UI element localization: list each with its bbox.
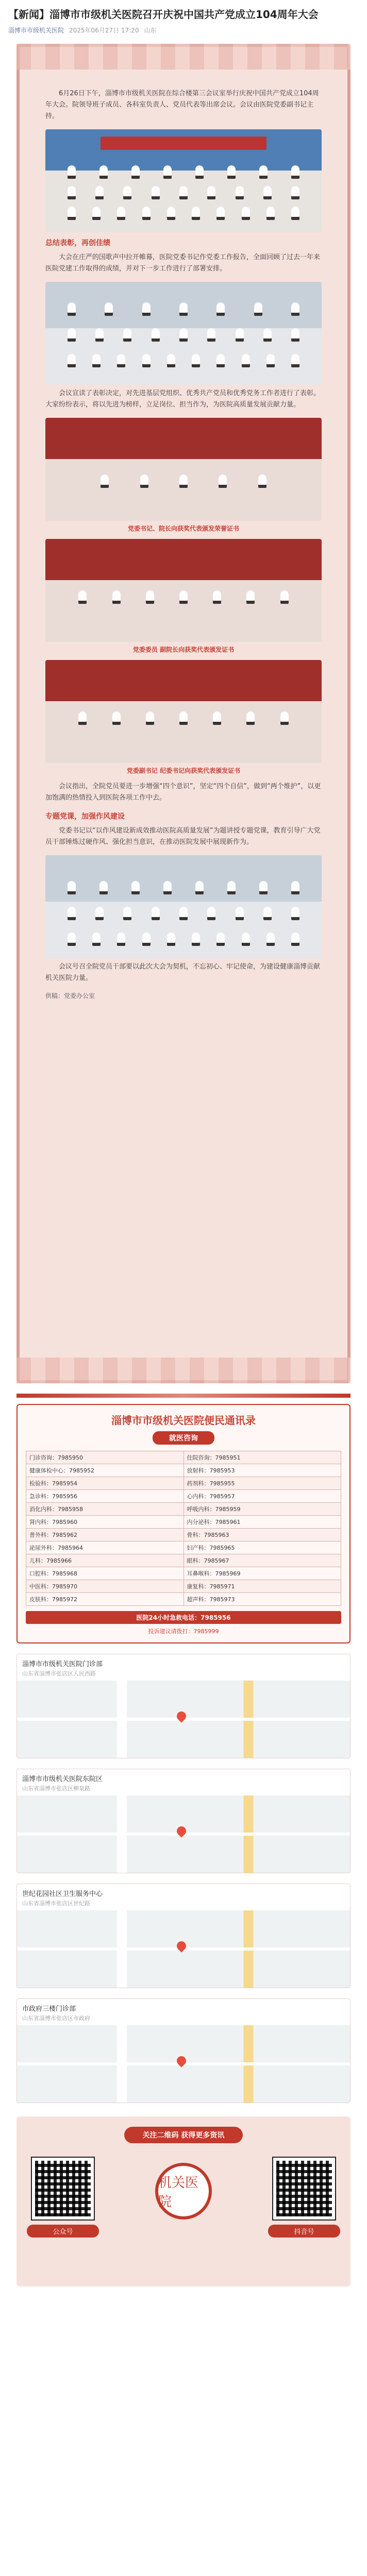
section-1-paragraph-3: 会议指出，全院党员要进一步增强“四个意识”，坚定“四个自信”，做到“两个维护”，以更加饱满的热情投入到医院各项工作中去。 <box>45 783 321 802</box>
directory-row <box>26 1529 341 1541</box>
people-row <box>68 933 299 946</box>
award-photo-2 <box>45 539 322 642</box>
directory-row <box>26 1567 341 1580</box>
map-pin-icon <box>175 1939 188 1952</box>
map-card[interactable] <box>16 1769 351 1873</box>
directory-cell[interactable]: 内分泌科：7985961 <box>184 1516 341 1529</box>
map-canvas[interactable] <box>17 1795 350 1873</box>
directory-card <box>16 1404 351 1643</box>
people-row <box>68 907 299 920</box>
directory-subtitle: 就医咨询 <box>153 1431 214 1445</box>
directory-cell[interactable]: 心内科：7985957 <box>184 1490 341 1503</box>
article-poster <box>16 44 351 1383</box>
map-card[interactable] <box>16 1884 351 1988</box>
qr-code-icon <box>32 2158 94 2219</box>
directory-cell[interactable]: 药剂科：7985955 <box>184 1477 341 1490</box>
article-title: 【新闻】淄博市市级机关医院召开庆祝中国共产党成立104周年大会 <box>8 8 319 21</box>
directory-row <box>26 1554 341 1567</box>
map-canvas[interactable] <box>17 1910 350 1988</box>
directory-cell[interactable]: 检验科：7985954 <box>26 1477 184 1490</box>
article-header <box>0 0 367 39</box>
directory-cell[interactable]: 住院咨询：7985951 <box>184 1451 341 1464</box>
directory-cell[interactable]: 骨科：7985963 <box>184 1529 341 1541</box>
people-row <box>68 302 299 316</box>
follow-title: 关注二维码 获得更多资讯 <box>124 2127 243 2143</box>
section-2-title: 专题党课，加强作风建设 <box>45 812 125 821</box>
account-name[interactable]: 淄博市市级机关医院 <box>8 27 64 34</box>
directory-cell[interactable]: 妇产科：7985965 <box>184 1541 341 1554</box>
map-location-address: 山东省淄博市张店区人民西路 <box>22 1670 96 1677</box>
directory-cell[interactable]: 康复科：7985971 <box>184 1580 341 1593</box>
map-pin-icon <box>175 2054 188 2067</box>
directory-cell[interactable]: 消化内科：7985958 <box>26 1503 184 1516</box>
map-card[interactable] <box>16 1998 351 2103</box>
meeting-photo-1 <box>45 129 322 232</box>
directory-row <box>26 1503 341 1516</box>
directory-cell[interactable]: 耳鼻喉科：7985969 <box>184 1567 341 1580</box>
hospital-logo: 机关医院 <box>155 2163 212 2219</box>
map-location-name: 世纪花园社区卫生服务中心 <box>22 1890 103 1898</box>
qr-official-account[interactable] <box>27 2158 99 2238</box>
map-location-name: 淄博市市级机关医院东院区 <box>22 1775 103 1783</box>
directory-cell[interactable]: 口腔科：7985968 <box>26 1567 184 1580</box>
directory-row <box>26 1464 341 1477</box>
directory-cell[interactable]: 眼科：7985967 <box>184 1554 341 1567</box>
directory-cell[interactable]: 放射科：7985953 <box>184 1464 341 1477</box>
map-location-name: 市政府三楼门诊部 <box>22 2005 76 2013</box>
map-canvas[interactable] <box>17 2025 350 2103</box>
directory-cell[interactable]: 呼吸内科：7985959 <box>184 1503 341 1516</box>
emergency-hotline[interactable]: 医院24小时急救电话：7985956 <box>26 1611 341 1624</box>
article-meta <box>8 26 359 35</box>
people-row <box>68 207 299 220</box>
map-pin-icon <box>175 1709 188 1722</box>
directory-row <box>26 1593 341 1606</box>
award-photo-1 <box>45 418 322 521</box>
people-row <box>68 881 299 894</box>
people-row <box>78 711 288 725</box>
map-location-name: 淄博市市级机关医院门诊部 <box>22 1660 103 1668</box>
complaint-hotline[interactable]: 投诉建议请拨打：7985999 <box>148 1628 219 1635</box>
photo-caption-3: 党委委员 副院长向获奖代表颁发证书 <box>132 646 235 653</box>
photo-banner <box>101 137 266 150</box>
publish-location: 山东 <box>144 27 157 34</box>
directory-cell[interactable]: 普外科：7985962 <box>26 1529 184 1541</box>
map-pin-icon <box>175 1824 188 1837</box>
divider <box>16 1394 351 1398</box>
directory-cell[interactable]: 急诊科：7985956 <box>26 1490 184 1503</box>
section-1-title: 总结表彰，再创佳绩 <box>45 239 110 247</box>
directory-cell[interactable]: 中医科：7985970 <box>26 1580 184 1593</box>
qr-code-icon <box>273 2158 335 2219</box>
section-2-paragraph: 党委书记以“以作风建设新成效推动医院高质量发展”为题讲授专题党课，教育引导广大党员干部锤炼过硬作风、强化担当意识，在推动医院发展中展现新作为。 <box>45 827 321 846</box>
meeting-photo-2 <box>45 282 322 385</box>
directory-row <box>26 1477 341 1490</box>
directory-cell[interactable]: 泌尿外科：7985964 <box>26 1541 184 1554</box>
map-location-address: 山东省淄博市张店区市政府 <box>22 2015 90 2022</box>
directory-cell[interactable]: 健康体检中心：7985952 <box>26 1464 184 1477</box>
directory-cell[interactable]: 超声科：7985973 <box>184 1593 341 1606</box>
section-2-paragraph-2: 会议号召全院党员干部要以此次大会为契机，不忘初心、牢记使命，为建设健康淄博贡献机关医院力量。 <box>45 963 321 982</box>
qr-label: 抖音号 <box>268 2225 340 2238</box>
directory-row <box>26 1516 341 1529</box>
qr-douyin-account[interactable] <box>268 2158 340 2238</box>
directory-title: 淄博市市级机关医院便民通讯录 <box>111 1414 256 1427</box>
qr-codes <box>27 2158 340 2238</box>
publish-date: 2025年06月27日 17:20 <box>69 27 139 34</box>
map-card[interactable] <box>16 1654 351 1758</box>
intro-paragraph: 6月26日下午，淄博市市级机关医院在综合楼第三会议室举行庆祝中国共产党成立104周年大会。院领导班子成员、各科室负责人、党员代表等出席会议。会议由医院党委副书记主持。 <box>45 90 319 120</box>
section-1-paragraph: 大会在庄严的国歌声中拉开帷幕，医院党委书记作党委工作报告，全面回顾了过去一年来医院党建工作取得的成绩，并对下一步工作进行了部署安排。 <box>45 253 321 273</box>
map-canvas[interactable] <box>17 1681 350 1758</box>
directory-row <box>26 1490 341 1503</box>
directory-row <box>26 1451 341 1464</box>
map-location-address: 山东省淄博市张店区世纪路 <box>22 1900 90 1907</box>
directory-row <box>26 1580 341 1593</box>
photo-caption-4: 党委副书记 纪委书记向获奖代表颁发证书 <box>126 767 241 774</box>
section-1-paragraph-2: 会议宣读了表彰决定，对先进基层党组织、优秀共产党员和优秀党务工作者进行了表彰。大家纷纷表示，将以先进为榜样，立足岗位、担当作为，为医院高质量发展贡献力量。 <box>45 389 321 409</box>
people-row <box>68 354 299 367</box>
directory-row <box>26 1541 341 1554</box>
people-row <box>68 165 299 179</box>
photo-caption-2: 党委书记、院长向获奖代表颁发荣誉证书 <box>127 525 239 532</box>
map-location-address: 山东省淄博市张店区柳泉路 <box>22 1785 90 1792</box>
directory-cell[interactable]: 皮肤科：7985972 <box>26 1593 184 1606</box>
article-author: 供稿：党委办公室 <box>45 992 95 999</box>
directory-cell[interactable]: 门诊咨询：7985950 <box>26 1451 184 1464</box>
directory-table <box>26 1451 341 1606</box>
qr-label: 公众号 <box>27 2225 99 2238</box>
people-row <box>101 474 266 488</box>
directory-cell[interactable]: 肾内科：7985960 <box>26 1516 184 1529</box>
meeting-photo-3 <box>45 855 322 958</box>
people-row <box>68 186 299 199</box>
people-row <box>78 590 288 604</box>
follow-footer <box>16 2116 351 2286</box>
people-row <box>68 328 299 342</box>
award-photo-3 <box>45 660 322 763</box>
location-list <box>0 1654 367 2103</box>
directory-cell[interactable]: 儿科：7985966 <box>26 1554 184 1567</box>
